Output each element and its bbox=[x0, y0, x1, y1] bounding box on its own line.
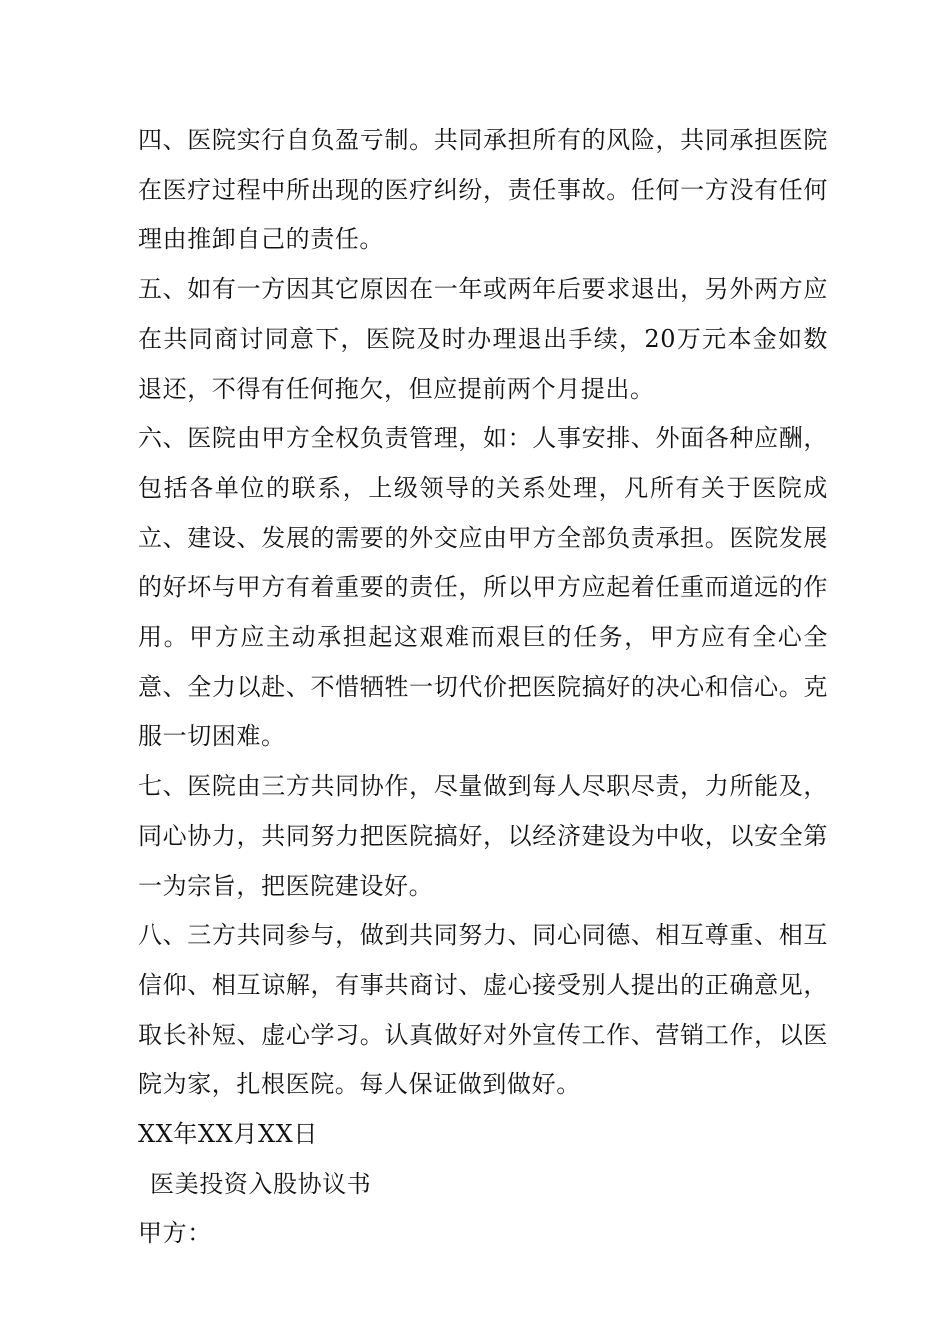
agreement-title: 医美投资入股协议书 bbox=[150, 1169, 372, 1198]
clause-four: 四、医院实行自负盈亏制。共同承担所有的风险，共同承担医院在医疗过程中所出现的医疗纠纷，责任事故。任何一方没有任何理由推卸自己的责任。 bbox=[138, 126, 828, 254]
document-body bbox=[138, 116, 828, 1259]
party-a-label: 甲方： bbox=[138, 1219, 212, 1248]
clause-eight: 八、三方共同参与，做到共同努力、同心同德、相互尊重、相互信仰、相互谅解，有事共商讨、虚心接受别人提出的正确意见，取长补短、虚心学习。认真做好对外宣传工作、营销工作，以医院为家，扎根医院。每人保证做到做好。 bbox=[138, 921, 828, 1099]
clause-five: 五、如有一方因其它原因在一年或两年后要求退出，另外两方应在共同商讨同意下，医院及时办理退出手续，20万元本金如数退还，不得有任何拖欠，但应提前两个月提出。 bbox=[138, 275, 828, 403]
clause-six: 六、医院由甲方全权负责管理，如：人事安排、外面各种应酬，包括各单位的联系，上级领导的关系处理，凡所有关于医院成立、建设、发展的需要的外交应由甲方全部负责承担。医院发展的好坏与甲方有着重要的责任，所以甲方应起着任重而道远的作用。甲方应主动承担起这艰难而艰巨的任务，甲方应有全心全意、全力以赴、不惜牺牲一切代价把医院搞好的决心和信心。克服一切困难。 bbox=[138, 424, 828, 751]
signing-date: XX年XX月XX日 bbox=[138, 1120, 318, 1149]
clause-seven: 七、医院由三方共同协作，尽量做到每人尽职尽责，力所能及，同心协力，共同努力把医院搞好，以经济建设为中收，以安全第一为宗旨，把医院建设好。 bbox=[138, 772, 828, 900]
